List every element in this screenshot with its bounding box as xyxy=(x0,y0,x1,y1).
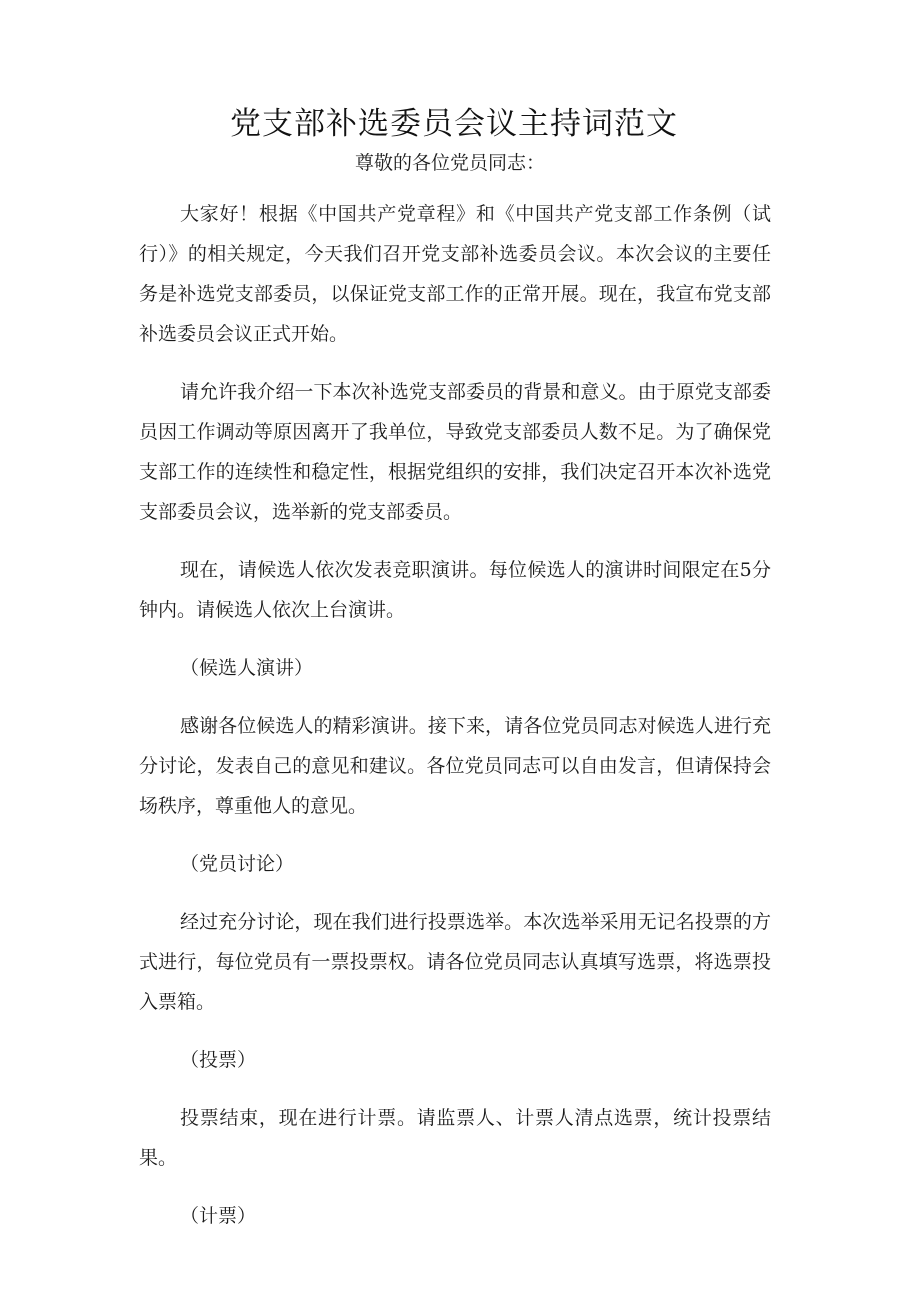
document-body xyxy=(139,194,771,1254)
salutation: 尊敬的各位党员同志： xyxy=(354,152,545,174)
paragraph-opening: 大家好！根据《中国共产党章程》和《中国共产党支部工作条例（试行）》的相关规定，今天我们召开党支部补选委员会议。本次会议的主要任务是补选党支部委员，以保证党支部工作的正常开展。现在，我宣布党支部补选委员会议正式开始。 xyxy=(139,203,771,345)
stage-note-voting: （投票） xyxy=(180,1049,257,1071)
document-title: 党支部补选委员会议主持词范文 xyxy=(230,106,678,142)
paragraph-candidate-speech-intro: 现在，请候选人依次发表竞职演讲。每位候选人的演讲时间限定在5分钟内。请候选人依次上台演讲。 xyxy=(139,559,771,621)
stage-note-candidate-speech: （候选人演讲） xyxy=(180,657,314,679)
paragraph-discussion-intro: 感谢各位候选人的精彩演讲。接下来，请各位党员同志对候选人进行充分讨论，发表自己的意见和建议。各位党员同志可以自由发言，但请保持会场秩序，尊重他人的意见。 xyxy=(139,715,771,817)
stage-note-counting: （计票） xyxy=(180,1205,257,1227)
paragraph-counting-intro: 投票结束，现在进行计票。请监票人、计票人清点选票，统计投票结果。 xyxy=(139,1107,771,1169)
paragraph-voting-intro: 经过充分讨论，现在我们进行投票选举。本次选举采用无记名投票的方式进行，每位党员有一票投票权。请各位党员同志认真填写选票，将选票投入票箱。 xyxy=(139,911,771,1013)
stage-note-member-discussion: （党员讨论） xyxy=(180,853,295,875)
paragraph-background: 请允许我介绍一下本次补选党支部委员的背景和意义。由于原党支部委员因工作调动等原因离开了我单位，导致党支部委员人数不足。为了确保党支部工作的连续性和稳定性，根据党组织的安排，我们决定召开本次补选党支部委员会议，选举新的党支部委员。 xyxy=(139,381,771,523)
